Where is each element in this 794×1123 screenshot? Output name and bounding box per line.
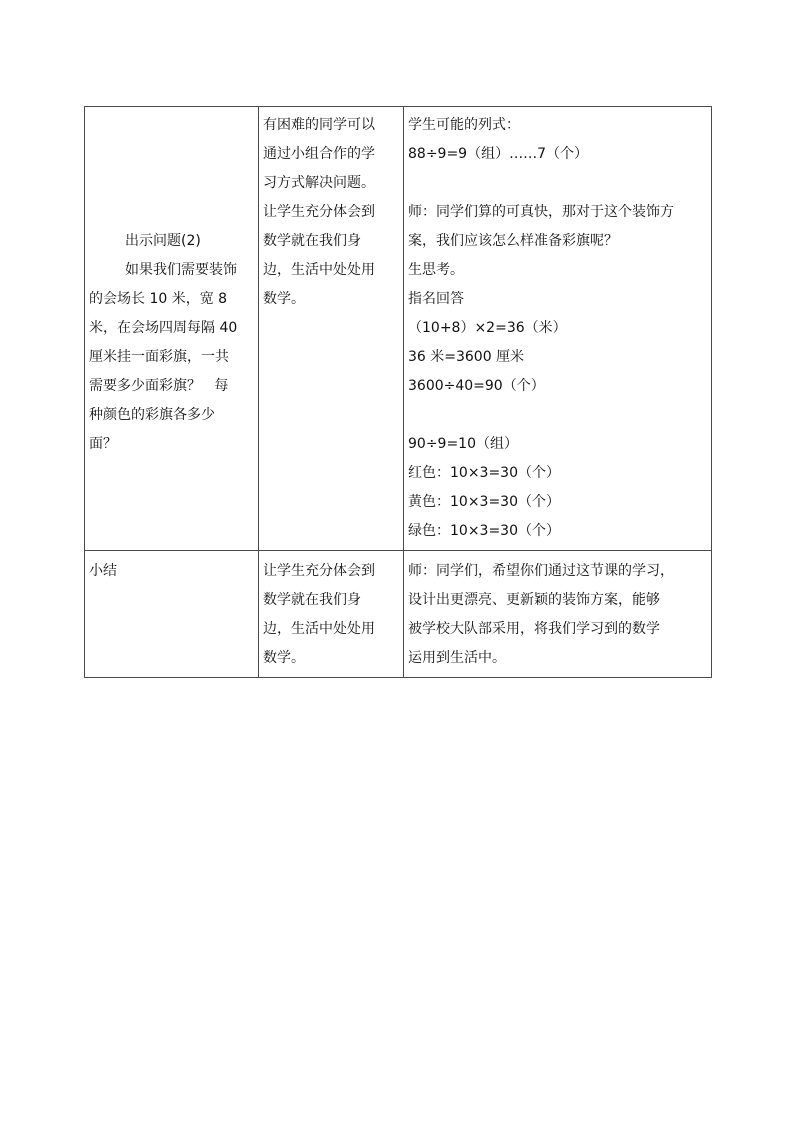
intent-text-line: 通过小组合作的学 (263, 146, 375, 162)
activity-text-line: 绿色：10×3=30（个） (408, 523, 560, 539)
activity-text-line: 3600÷40=90（个） (408, 378, 545, 394)
activity-text-line: 学生可能的列式： (408, 117, 520, 133)
intent-text-line: 边，生活中处处用 (263, 262, 375, 278)
problem-text-line: 需要多少面彩旗？ 每 (89, 378, 229, 394)
activity-cell (404, 551, 712, 678)
activity-cell (404, 107, 712, 551)
activity-text-line: 设计出更漂亮、更新颖的装饰方案，能够 (408, 592, 660, 608)
activity-text-line: 90÷9=10（组） (408, 436, 518, 452)
activity-text-line: 被学校大队部采用，将我们学习到的数学 (408, 621, 660, 637)
intent-text-line: 数学就在我们身 (263, 233, 361, 249)
blank-line (408, 169, 707, 198)
intent-text-line: 数学就在我们身 (263, 592, 361, 608)
intent-text-line: 习方式解决问题。 (263, 175, 375, 191)
problem-text-line: 种颜色的彩旗各多少 (89, 407, 215, 423)
intent-cell (259, 107, 404, 551)
intent-text-line: 数学。 (263, 650, 305, 666)
activity-text-line: 36 米=3600 厘米 (408, 349, 525, 365)
problem-text-line: 面？ (89, 436, 117, 452)
problem-title: 出示问题(2) (125, 233, 201, 249)
activity-text-line: （10+8）×2=36（米） (408, 320, 567, 336)
activity-text-line: 88÷9=9（组）……7（个） (408, 146, 588, 162)
intent-text-line: 有困难的同学可以 (263, 117, 375, 133)
blank-line (408, 401, 707, 430)
activity-text-line: 生思考。 (408, 262, 464, 278)
intent-text-line: 边，生活中处处用 (263, 621, 375, 637)
activity-text-line: 指名回答 (408, 291, 464, 307)
problem-cell (85, 107, 259, 551)
activity-text-line: 黄色：10×3=30（个） (408, 494, 560, 510)
intent-text-line: 数学。 (263, 291, 305, 307)
activity-text-line: 案，我们应该怎么样准备彩旗呢？ (408, 233, 618, 249)
activity-text-line: 运用到生活中。 (408, 650, 506, 666)
problem-text-line: 如果我们需要装饰 (125, 262, 237, 278)
problem-text-line: 米，在会场四周每隔 40 (89, 320, 238, 336)
intent-text-line: 让学生充分体会到 (263, 563, 375, 579)
table-row (85, 551, 712, 678)
problem-text-line: 的会场长 10 米，宽 8 (89, 291, 228, 307)
summary-label-cell (85, 551, 259, 678)
intent-text-line: 让学生充分体会到 (263, 204, 375, 220)
problem-text-line: 厘米挂一面彩旗，一共 (89, 349, 229, 365)
table-row (85, 107, 712, 551)
activity-text-line: 师：同学们算的可真快，那对于这个装饰方 (408, 204, 674, 220)
activity-text-line: 红色：10×3=30（个） (408, 465, 560, 481)
intent-cell (259, 551, 404, 678)
summary-label: 小结 (89, 563, 117, 579)
activity-text-line: 师：同学们，希望你们通过这节课的学习， (408, 563, 674, 579)
lesson-plan-table (84, 106, 712, 678)
